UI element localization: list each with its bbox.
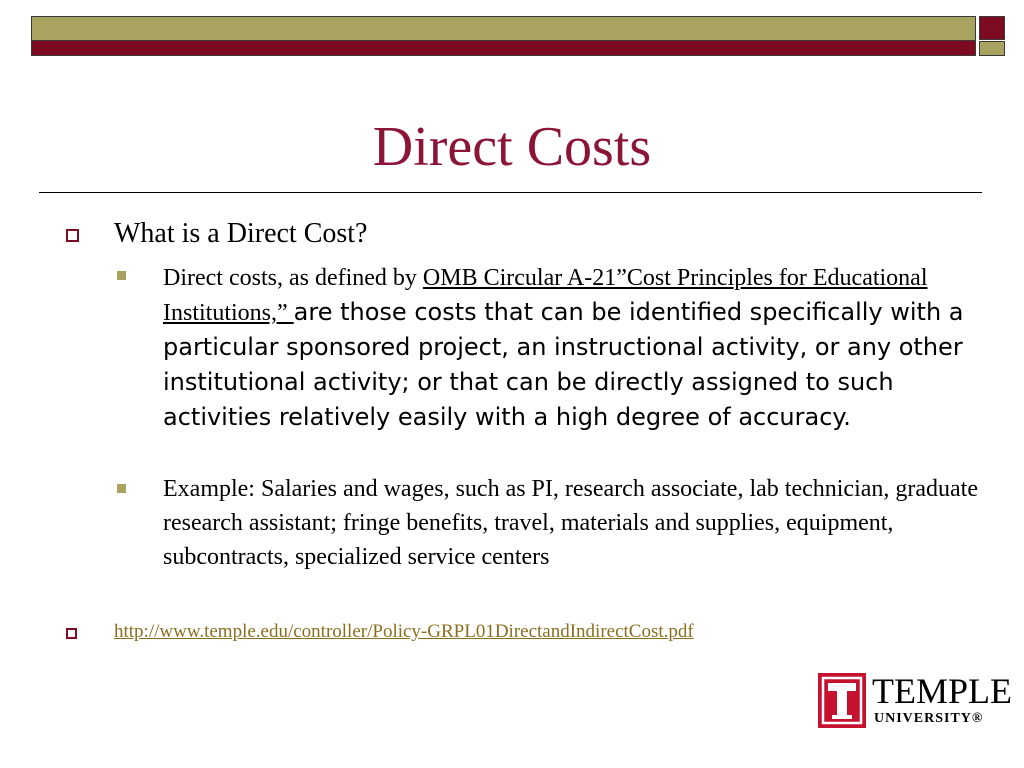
logo-subtitle: UNIVERSITY® [874, 711, 984, 726]
slide-title: Direct Costs [372, 116, 652, 178]
hollow-square-bullet-icon [66, 229, 79, 242]
solid-square-bullet-icon [117, 271, 126, 280]
question-text: What is a Direct Cost? [114, 218, 368, 249]
solid-square-bullet-icon [117, 484, 126, 493]
header-decor-bar [31, 16, 976, 56]
definition-body: are those costs that can be identified specifically with a particular sponsored project, an instructional activity, or any other institutional activity; or that can be directly assigned to such activities relatively easily with a high degree of accuracy. [163, 298, 964, 431]
header-maroon-band [32, 41, 975, 55]
corner-maroon-block [979, 16, 1005, 40]
definition-prefix: Direct costs, as defined by [163, 265, 423, 291]
temple-t-icon [818, 673, 866, 728]
title-divider [39, 192, 982, 193]
logo-wordmark: TEMPLE [872, 671, 1012, 711]
corner-olive-block [979, 41, 1005, 56]
definition-paragraph [163, 261, 988, 435]
temple-logo [818, 673, 1018, 731]
example-paragraph: Example: Salaries and wages, such as PI, research associate, lab technician, graduate research assistant; fringe benefits, travel, materials and supplies, equipment, subcontracts, specialized service centers [163, 476, 979, 570]
omb-circular-link[interactable]: OMB Circular A-21”Cost Principles for Educational Institutions,” [163, 265, 928, 326]
policy-url-link[interactable]: http://www.temple.edu/controller/Policy-GRPL01DirectandIndirectCost.pdf [114, 621, 694, 642]
header-olive-band [32, 17, 975, 41]
hollow-square-bullet-icon [66, 628, 77, 639]
